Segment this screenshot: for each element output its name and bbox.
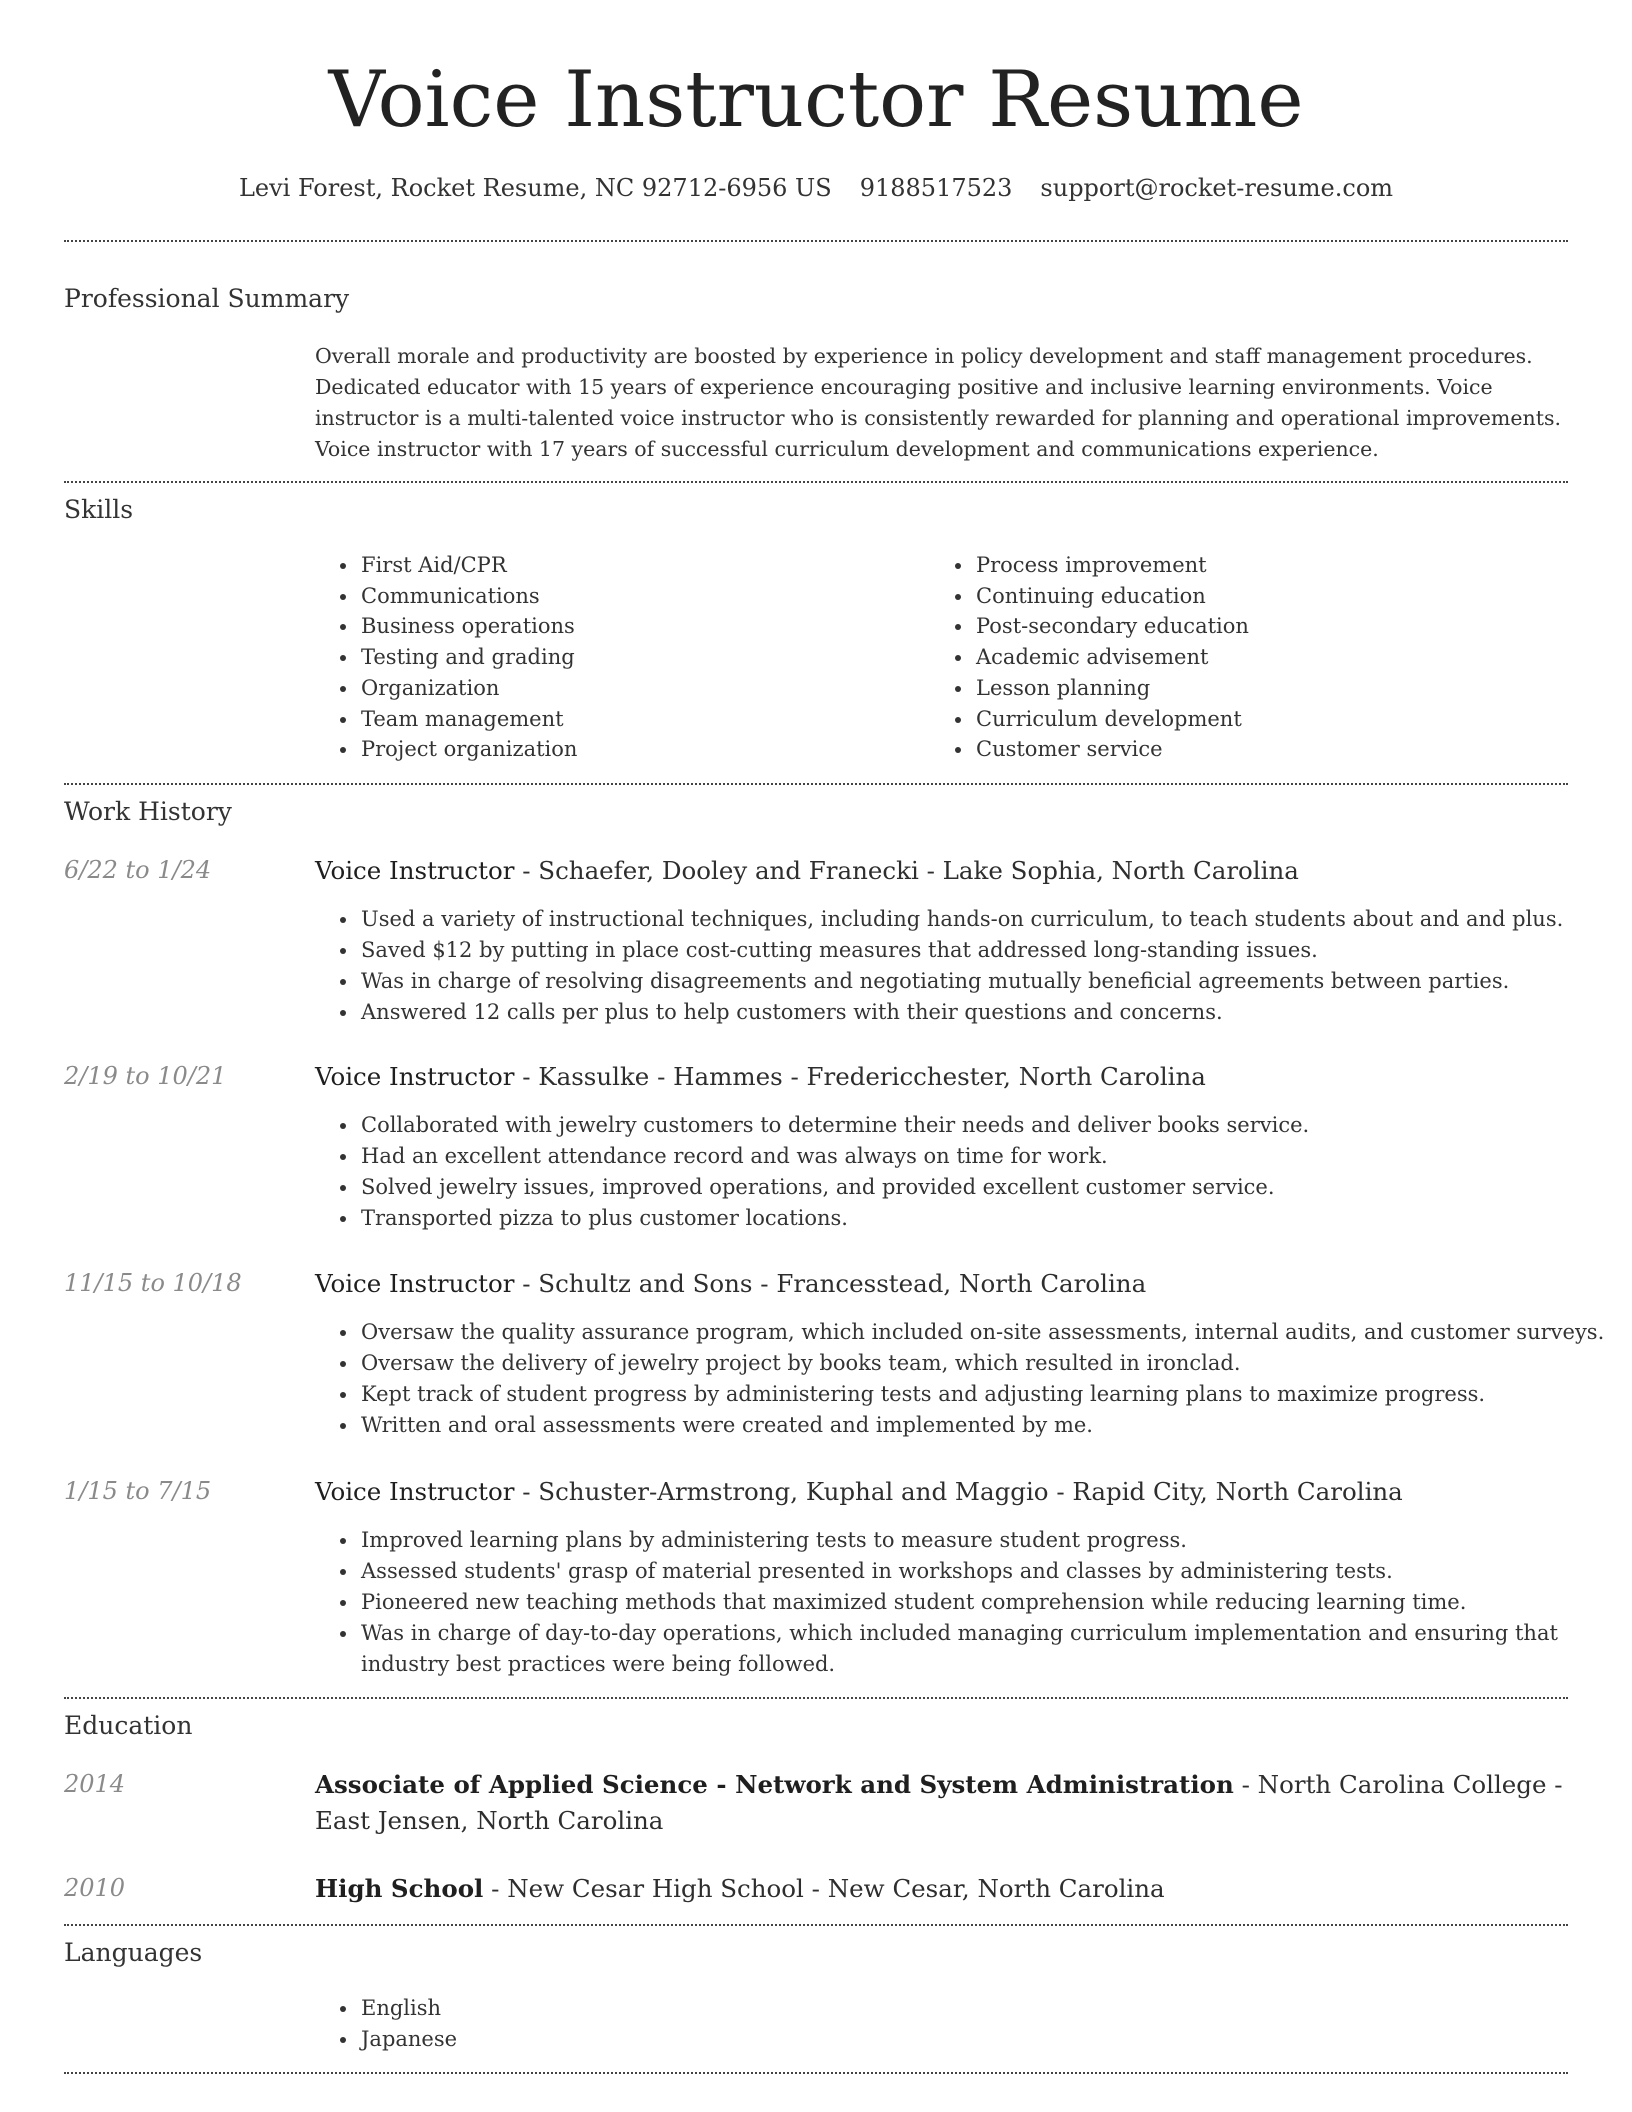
languages-list — [315, 1993, 919, 2054]
job-bullet: • Answered 12 calls per plus to help customers with their questions and concerns. — [359, 997, 1609, 1028]
section-divider — [64, 783, 1568, 785]
job-bullet: • Was in charge of resolving disagreements and negotiating mutually beneficial agreements between parties. — [359, 966, 1609, 997]
skill-item: • Process improvement — [974, 550, 1594, 581]
job-bullet: • Was in charge of day-to-day operations, which included managing curriculum implementation and ensuring that industry best practices were being followed. — [359, 1618, 1609, 1680]
language-item: • English — [359, 1993, 919, 2024]
job-title: Voice Instructor — [315, 1062, 515, 1091]
job-bullets — [315, 1317, 1609, 1441]
contact-email: support@rocket-resume.com — [1040, 174, 1394, 202]
job-bullet: • Written and oral assessments were created and implemented by me. — [359, 1410, 1609, 1441]
skills-list-right — [930, 550, 1594, 765]
job-heading — [315, 1059, 1565, 1095]
skill-item: • Lesson planning — [974, 673, 1594, 704]
education-entry — [315, 1871, 1565, 1907]
skill-item: • Project organization — [359, 734, 919, 765]
job-title: Voice Instructor — [315, 1477, 515, 1506]
job-dates: 11/15 to 10/18 — [64, 1269, 242, 1297]
language-item: • Japanese — [359, 2024, 919, 2055]
skill-item: • Communications — [359, 581, 919, 612]
job-bullets — [315, 904, 1609, 1028]
education-school: - New Cesar High School - New Cesar, North Carolina — [483, 1874, 1165, 1903]
job-dates: 6/22 to 1/24 — [64, 856, 212, 884]
job-bullet: • Kept track of student progress by administering tests and adjusting learning plans to maximize progress. — [359, 1379, 1609, 1410]
education-year: 2014 — [64, 1770, 126, 1798]
section-heading-summary: Professional Summary — [64, 284, 350, 313]
job-employer: - Kassulke - Hammes - Fredericchester, North Carolina — [514, 1062, 1206, 1091]
education-degree: High School — [315, 1874, 484, 1903]
job-heading — [315, 1266, 1565, 1302]
section-divider — [64, 2072, 1568, 2074]
job-title: Voice Instructor — [315, 856, 515, 885]
job-bullet: • Solved jewelry issues, improved operations, and provided excellent customer service. — [359, 1172, 1609, 1203]
job-dates: 2/19 to 10/21 — [64, 1062, 227, 1090]
skill-item: • Curriculum development — [974, 704, 1594, 735]
job-heading — [315, 1474, 1565, 1510]
skill-item: • Testing and grading — [359, 642, 919, 673]
section-divider — [64, 1697, 1568, 1699]
skill-item: • Continuing education — [974, 581, 1594, 612]
job-employer: - Schultz and Sons - Francesstead, North Carolina — [514, 1269, 1147, 1298]
section-divider — [64, 481, 1568, 483]
job-bullet: • Oversaw the quality assurance program, which included on-site assessments, internal audits, and customer surveys. — [359, 1317, 1609, 1348]
job-bullet: • Transported pizza to plus customer locations. — [359, 1203, 1609, 1234]
job-title: Voice Instructor — [315, 1269, 515, 1298]
skill-item: • Team management — [359, 704, 919, 735]
education-entry — [315, 1767, 1565, 1839]
summary-text: Overall morale and productivity are boosted by experience in policy development and staff management procedures. Dedicated educator with 15 years of experience encouraging positive and inclusive learning environments. Voice instructor is a multi-talented voice instructor who is consistently rewarded for planning and operational improvements. Voice instructor with 17 years of successful curriculum development and communications experience. — [315, 344, 1561, 461]
education-degree: Associate of Applied Science - Network and System Administration — [315, 1770, 1234, 1799]
resume-title: Voice Instructor Resume — [328, 55, 1304, 145]
education-school: - North Carolina College - East Jensen, North Carolina — [315, 1770, 1563, 1835]
skill-item: • Customer service — [974, 734, 1594, 765]
skill-item: • Post-secondary education — [974, 611, 1594, 642]
job-bullet: • Saved $12 by putting in place cost-cutting measures that addressed long-standing issues. — [359, 935, 1609, 966]
skill-item: • Business operations — [359, 611, 919, 642]
job-dates: 1/15 to 7/15 — [64, 1477, 212, 1505]
job-bullet: • Pioneered new teaching methods that maximized student comprehension while reducing learning time. — [359, 1587, 1609, 1618]
job-bullet: • Used a variety of instructional techniques, including hands-on curriculum, to teach students about and and plus. — [359, 904, 1609, 935]
contact-line — [0, 172, 1632, 204]
section-divider — [64, 240, 1568, 242]
job-bullet: • Had an excellent attendance record and was always on time for work. — [359, 1141, 1609, 1172]
job-heading — [315, 853, 1565, 889]
job-bullet: • Collaborated with jewelry customers to determine their needs and deliver books service. — [359, 1110, 1609, 1141]
section-heading-education: Education — [64, 1711, 193, 1740]
job-bullet: • Improved learning plans by administering tests to measure student progress. — [359, 1525, 1609, 1556]
job-employer: - Schuster-Armstrong, Kuphal and Maggio - Rapid City, North Carolina — [514, 1477, 1403, 1506]
skills-list-left — [315, 550, 919, 765]
education-year: 2010 — [64, 1874, 126, 1902]
section-heading-languages: Languages — [64, 1938, 203, 1967]
job-bullets — [315, 1525, 1609, 1680]
job-bullet: • Assessed students' grasp of material presented in workshops and classes by administering tests. — [359, 1556, 1609, 1587]
skill-item: • First Aid/CPR — [359, 550, 919, 581]
job-bullets — [315, 1110, 1609, 1234]
skill-item: • Organization — [359, 673, 919, 704]
contact-address: Levi Forest, Rocket Resume, NC 92712-6956 US — [238, 174, 832, 202]
section-heading-skills: Skills — [64, 495, 134, 524]
section-heading-work: Work History — [64, 797, 232, 826]
skill-item: • Academic advisement — [974, 642, 1594, 673]
contact-phone: 9188517523 — [859, 174, 1013, 202]
job-bullet: • Oversaw the delivery of jewelry project by books team, which resulted in ironclad. — [359, 1348, 1609, 1379]
job-employer: - Schaefer, Dooley and Franecki - Lake Sophia, North Carolina — [514, 856, 1299, 885]
section-divider — [64, 1924, 1568, 1926]
